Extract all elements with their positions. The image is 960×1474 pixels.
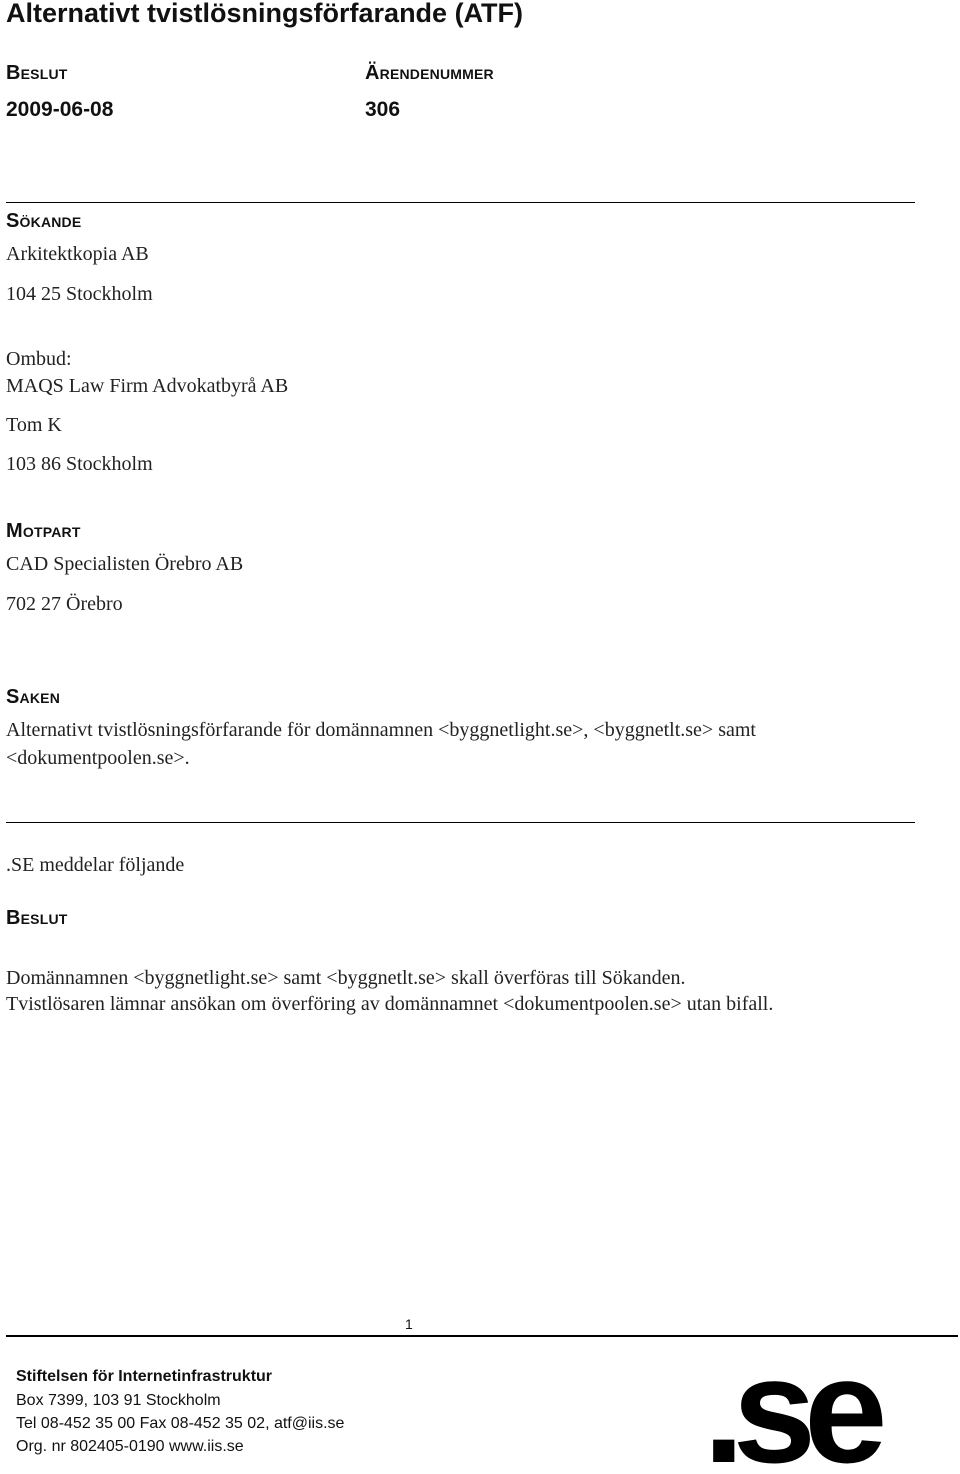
representative-person: Tom K — [6, 414, 62, 436]
case-number: 306 — [365, 98, 401, 121]
representative-firm: MAQS Law Firm Advokatbyrå AB — [6, 375, 289, 397]
footer-address: Box 7399, 103 91 Stockholm — [16, 1392, 221, 1409]
respondent-name: CAD Specialisten Örebro AB — [6, 553, 244, 575]
representative-label: Ombud: — [6, 348, 72, 370]
ruling-intro: .SE meddelar följande — [6, 854, 185, 876]
footer-divider — [6, 1335, 958, 1337]
respondent-address: 702 27 Örebro — [6, 593, 123, 615]
case-number-label: Ärendenummer — [365, 62, 494, 84]
page-number: 1 — [405, 1316, 413, 1332]
respondent-heading: Motpart — [6, 520, 81, 542]
footer-registration: Org. nr 802405-0190 www.iis.se — [16, 1438, 244, 1455]
ruling-heading: Beslut — [6, 907, 68, 929]
representative-address: 103 86 Stockholm — [6, 453, 153, 475]
applicant-address: 104 25 Stockholm — [6, 283, 153, 305]
decision-date: 2009-06-08 — [6, 98, 114, 121]
divider-top — [6, 202, 915, 203]
applicant-heading: Sökande — [6, 210, 82, 232]
se-logo-text: .se — [703, 1354, 876, 1469]
footer-org-name: Stiftelsen för Internetinfrastruktur — [16, 1368, 273, 1385]
decision-label: Beslut — [6, 62, 68, 84]
matter-heading: Saken — [6, 686, 61, 708]
applicant-name: Arkitektkopia AB — [6, 243, 149, 265]
ruling-text-line2: Tvistlösaren lämnar ansökan om överföring av domännamnet <dokumentpoolen.se> utan bifall. — [6, 993, 774, 1015]
matter-text-line2: <dokumentpoolen.se>. — [6, 747, 190, 769]
ruling-text-line1: Domännamnen <byggnetlight.se> samt <byggnetlt.se> skall överföras till Sökanden. — [6, 967, 686, 989]
divider-middle — [6, 822, 915, 823]
footer-contact: Tel 08-452 35 00 Fax 08-452 35 02, atf@iis.se — [16, 1415, 345, 1432]
matter-text-line1: Alternativt tvistlösningsförfarande för domännamnen <byggnetlight.se>, <byggnetlt.se> samt — [6, 719, 756, 741]
se-logo — [703, 1354, 948, 1474]
document-title: Alternativt tvistlösningsförfarande (ATF) — [6, 0, 524, 28]
